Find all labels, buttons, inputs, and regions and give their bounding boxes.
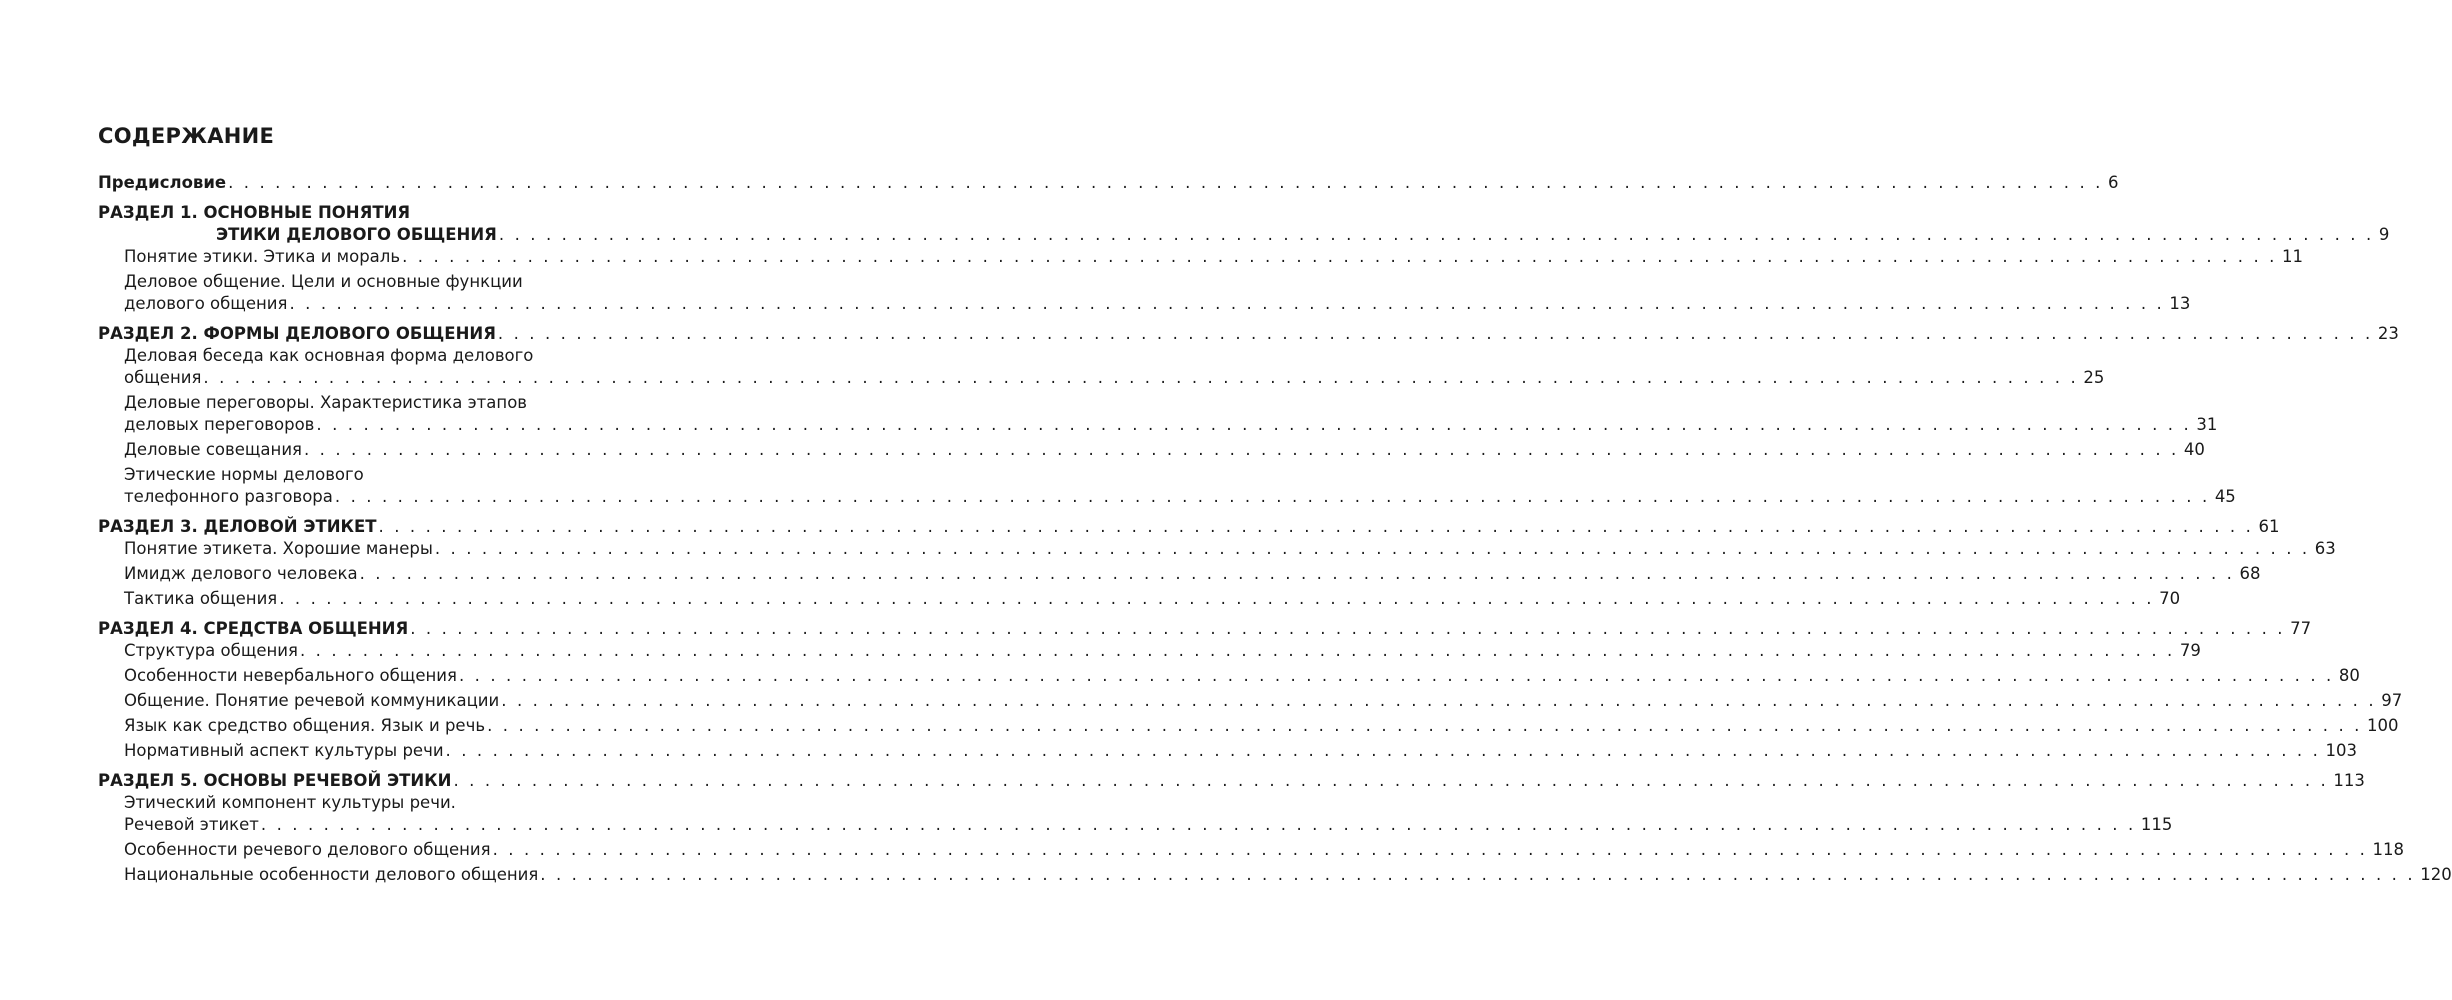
toc-section-entry[interactable] xyxy=(98,323,2399,345)
toc-subentry[interactable] xyxy=(98,690,2403,712)
toc-subentry[interactable] xyxy=(98,246,2303,268)
table-of-contents xyxy=(98,172,2452,886)
dot-leader: . . . . . . . . . . . . . . . . . . . . . . . . . . . . . . . . . . . . . . . . . . . . . . . . . . . . . . . . . . . . . . . . . . . . . . . . . . . . . . . . . . . . . . . . . . . . . . . . . . . . . . . . . . . . . . . . . . . . . . . . xyxy=(279,589,2155,608)
toc-subentry[interactable] xyxy=(98,665,2360,687)
dot-leader: . . . . . . . . . . . . . . . . . . . . . . . . . . . . . . . . . . . . . . . . . . . . . . . . . . . . . . . . . . . . . . . . . . . . . . . . . . . . . . . . . . . . . . . . . . . . . . . . . . . . . . . . . . . . . . . . . . . . . . . . xyxy=(203,368,2079,387)
entry-title-line1: РАЗДЕЛ 1. ОСНОВНЫЕ ПОНЯТИЯ xyxy=(98,203,411,222)
entry-title-line1: Деловая беседа как основная форма делового xyxy=(124,346,534,365)
toc-subentry[interactable] xyxy=(98,392,2218,436)
toc-subentry[interactable] xyxy=(98,715,2399,737)
toc-subentry[interactable] xyxy=(98,464,2236,508)
dot-leader: . . . . . . . . . . . . . . . . . . . . . . . . . . . . . . . . . . . . . . . . . . . . . . . . . . . . . . . . . . . . . . . . . . . . . . . . . . . . . . . . . . . . . . . . . . . . . . . . . . . . . . . . . . . . . . . . . . . . . . . . xyxy=(359,564,2235,583)
entry-title: РАЗДЕЛ 5. ОСНОВЫ РЕЧЕВОЙ ЭТИКИ xyxy=(98,771,452,790)
page-number: 103 xyxy=(2325,741,2357,760)
entry-title: Особенности речевого делового общения xyxy=(124,840,491,859)
dot-leader: . . . . . . . . . . . . . . . . . . . . . . . . . . . . . . . . . . . . . . . . . . . . . . . . . . . . . . . . . . . . . . . . . . . . . . . . . . . . . . . . . . . . . . . . . . . . . . . . . . . . . . . . . . . . . . . . . . . . . . . . xyxy=(303,440,2179,459)
dot-leader: . . . . . . . . . . . . . . . . . . . . . . . . . . . . . . . . . . . . . . . . . . . . . . . . . . . . . . . . . . . . . . . . . . . . . . . . . . . . . . . . . . . . . . . . . . . . . . . . . . . . . . . . . . . . . . . . . . . . . . . . xyxy=(487,716,2362,735)
toc-subentry[interactable] xyxy=(98,538,2336,560)
entry-title-line2: деловых переговоров xyxy=(124,415,315,434)
page-number: 120 xyxy=(2420,865,2452,884)
entry-title: Особенности невербального общения xyxy=(124,666,457,685)
entry-title: Понятие этикета. Хорошие манеры xyxy=(124,539,433,558)
dot-leader: . . . . . . . . . . . . . . . . . . . . . . . . . . . . . . . . . . . . . . . . . . . . . . . . . . . . . . . . . . . . . . . . . . . . . . . . . . . . . . . . . . . . . . . . . . . . . . . . . . . . . . . . . . . . . . . . . . . . . . . . xyxy=(316,415,2192,434)
entry-title-line2: Речевой этикет xyxy=(124,815,259,834)
entry-title: Предисловие xyxy=(98,173,227,192)
dot-leader: . . . . . . . . . . . . . . . . . . . . . . . . . . . . . . . . . . . . . . . . . . . . . . . . . . . . . . . . . . . . . . . . . . . . . . . . . . . . . . . . . . . . . . . . . . . . . . . . . . . . . . . . . . . . . . . . . . . . . . . . xyxy=(498,225,2374,244)
page-number: 45 xyxy=(2214,487,2236,506)
toc-subentry[interactable] xyxy=(98,563,2261,585)
toc-subentry[interactable] xyxy=(98,792,2173,836)
entry-title-line1: Этический компонент культуры речи. xyxy=(124,793,456,812)
page-number: 6 xyxy=(2108,173,2119,192)
page-number: 13 xyxy=(2169,294,2191,313)
toc-subentry[interactable] xyxy=(98,345,2105,389)
dot-leader: . . . . . . . . . . . . . . . . . . . . . . . . . . . . . . . . . . . . . . . . . . . . . . . . . . . . . . . . . . . . . . . . . . . . . . . . . . . . . . . . . . . . . . . . . . . . . . . . . . . . . . . . . . . . . . . . . . . . . . . . xyxy=(445,741,2321,760)
dot-leader: . . . . . . . . . . . . . . . . . . . . . . . . . . . . . . . . . . . . . . . . . . . . . . . . . . . . . . . . . . . . . . . . . . . . . . . . . . . . . . . . . . . . . . . . . . . . . . . . . . . . . . . . . . . . . . . . . . . . . . . . xyxy=(458,666,2334,685)
toc-section-entry[interactable] xyxy=(98,770,2365,792)
dot-leader: . . . . . . . . . . . . . . . . . . . . . . . . . . . . . . . . . . . . . . . . . . . . . . . . . . . . . . . . . . . . . . . . . . . . . . . . . . . . . . . . . . . . . . . . . . . . . . . . . . . . . . . . . . . . . . . . . . . . . . . . xyxy=(492,840,2368,859)
dot-leader: . . . . . . . . . . . . . . . . . . . . . . . . . . . . . . . . . . . . . . . . . . . . . . . . . . . . . . . . . . . . . . . . . . . . . . . . . . . . . . . . . . . . . . . . . . . . . . . . . . . . . . . . . . . . . . . . . . . . . . . . xyxy=(334,487,2210,506)
entry-title-line1: Деловое общение. Цели и основные функции xyxy=(124,272,523,291)
entry-title: РАЗДЕЛ 4. СРЕДСТВА ОБЩЕНИЯ xyxy=(98,619,409,638)
page-number: 61 xyxy=(2258,517,2280,536)
entry-title-line2: ЭТИКИ ДЕЛОВОГО ОБЩЕНИЯ xyxy=(216,225,497,244)
page-number: 68 xyxy=(2239,564,2261,583)
entry-title-line2: телефонного разговора xyxy=(124,487,333,506)
page-number: 113 xyxy=(2333,771,2365,790)
entry-title-line2: делового общения xyxy=(124,294,288,313)
toc-section-entry[interactable] xyxy=(98,202,2390,246)
entry-title: РАЗДЕЛ 2. ФОРМЫ ДЕЛОВОГО ОБЩЕНИЯ xyxy=(98,324,496,343)
page-number: 11 xyxy=(2282,247,2303,266)
entry-title: Национальные особенности делового общения xyxy=(124,865,539,884)
dot-leader: . . . . . . . . . . . . . . . . . . . . . . . . . . . . . . . . . . . . . . . . . . . . . . . . . . . . . . . . . . . . . . . . . . . . . . . . . . . . . . . . . . . . . . . . . . . . . . . . . . . . . . . . . . . . . . . . . . . . . . . . xyxy=(434,539,2310,558)
entry-title: Имидж делового человека xyxy=(124,564,358,583)
toc-subentry[interactable] xyxy=(98,640,2201,662)
page-number: 23 xyxy=(2377,324,2399,343)
toc-subentry[interactable] xyxy=(98,740,2357,762)
entry-title: Понятие этики. Этика и мораль xyxy=(124,247,401,266)
page-number: 97 xyxy=(2381,691,2403,710)
dot-leader: . . . . . . . . . . . . . . . . . . . . . . . . . . . . . . . . . . . . . . . . . . . . . . . . . . . . . . . . . . . . . . . . . . . . . . . . . . . . . . . . . . . . . . . . . . . . . . . . . . . . . . . . . . . . . . . . . . . . . . . . xyxy=(228,173,2104,192)
page-number: 40 xyxy=(2183,440,2205,459)
page-number: 31 xyxy=(2196,415,2218,434)
page-number: 80 xyxy=(2338,666,2360,685)
entry-title: Структура общения xyxy=(124,641,298,660)
toc-subentry[interactable] xyxy=(98,839,2405,861)
toc-section-entry[interactable] xyxy=(98,618,2312,640)
toc-subentry[interactable] xyxy=(98,864,2452,886)
entry-title-line2: общения xyxy=(124,368,202,387)
dot-leader: . . . . . . . . . . . . . . . . . . . . . . . . . . . . . . . . . . . . . . . . . . . . . . . . . . . . . . . . . . . . . . . . . . . . . . . . . . . . . . . . . . . . . . . . . . . . . . . . . . . . . . . . . . . . . . . . . . . . . . . . xyxy=(497,324,2373,343)
page-number: 118 xyxy=(2372,840,2405,859)
toc-section-entry[interactable] xyxy=(98,516,2280,538)
dot-leader: . . . . . . . . . . . . . . . . . . . . . . . . . . . . . . . . . . . . . . . . . . . . . . . . . . . . . . . . . . . . . . . . . . . . . . . . . . . . . . . . . . . . . . . . . . . . . . . . . . . . . . . . . . . . . . . . . . . . . . . . xyxy=(378,517,2254,536)
toc-subentry[interactable] xyxy=(98,271,2191,315)
entry-title: Нормативный аспект культуры речи xyxy=(124,741,444,760)
entry-title: Деловые совещания xyxy=(124,440,302,459)
dot-leader: . . . . . . . . . . . . . . . . . . . . . . . . . . . . . . . . . . . . . . . . . . . . . . . . . . . . . . . . . . . . . . . . . . . . . . . . . . . . . . . . . . . . . . . . . . . . . . . . . . . . . . . . . . . . . . . . . . . . . . . . xyxy=(402,247,2277,266)
entry-title-line1: Этические нормы делового xyxy=(124,465,364,484)
dot-leader: . . . . . . . . . . . . . . . . . . . . . . . . . . . . . . . . . . . . . . . . . . . . . . . . . . . . . . . . . . . . . . . . . . . . . . . . . . . . . . . . . . . . . . . . . . . . . . . . . . . . . . . . . . . . . . . . . . . . . . . . xyxy=(410,619,2286,638)
page-number: 100 xyxy=(2367,716,2399,735)
page-number: 115 xyxy=(2140,815,2173,834)
page-number: 77 xyxy=(2290,619,2312,638)
dot-leader: . . . . . . . . . . . . . . . . . . . . . . . . . . . . . . . . . . . . . . . . . . . . . . . . . . . . . . . . . . . . . . . . . . . . . . . . . . . . . . . . . . . . . . . . . . . . . . . . . . . . . . . . . . . . . . . . . . . . . . . . xyxy=(260,815,2136,834)
entry-title: Язык как средство общения. Язык и речь xyxy=(124,716,486,735)
dot-leader: . . . . . . . . . . . . . . . . . . . . . . . . . . . . . . . . . . . . . . . . . . . . . . . . . . . . . . . . . . . . . . . . . . . . . . . . . . . . . . . . . . . . . . . . . . . . . . . . . . . . . . . . . . . . . . . . . . . . . . . . xyxy=(501,691,2377,710)
entry-title: Общение. Понятие речевой коммуникации xyxy=(124,691,500,710)
toc-subentry[interactable] xyxy=(98,588,2181,610)
dot-leader: . . . . . . . . . . . . . . . . . . . . . . . . . . . . . . . . . . . . . . . . . . . . . . . . . . . . . . . . . . . . . . . . . . . . . . . . . . . . . . . . . . . . . . . . . . . . . . . . . . . . . . . . . . . . . . . . . . . . . . . . xyxy=(453,771,2329,790)
page-number: 79 xyxy=(2179,641,2201,660)
dot-leader: . . . . . . . . . . . . . . . . . . . . . . . . . . . . . . . . . . . . . . . . . . . . . . . . . . . . . . . . . . . . . . . . . . . . . . . . . . . . . . . . . . . . . . . . . . . . . . . . . . . . . . . . . . . . . . . . . . . . . . . . xyxy=(540,865,2416,884)
entry-title: РАЗДЕЛ 3. ДЕЛОВОЙ ЭТИКЕТ xyxy=(98,517,377,536)
entry-title-line1: Деловые переговоры. Характеристика этапов xyxy=(124,393,528,412)
dot-leader: . . . . . . . . . . . . . . . . . . . . . . . . . . . . . . . . . . . . . . . . . . . . . . . . . . . . . . . . . . . . . . . . . . . . . . . . . . . . . . . . . . . . . . . . . . . . . . . . . . . . . . . . . . . . . . . . . . . . . . . . xyxy=(289,294,2165,313)
toc-entry-preface[interactable] xyxy=(98,172,2119,194)
page-number: 25 xyxy=(2083,368,2105,387)
page-number: 9 xyxy=(2378,225,2390,244)
page-title: СОДЕРЖАНИЕ xyxy=(98,124,275,148)
page-number: 70 xyxy=(2159,589,2181,608)
dot-leader: . . . . . . . . . . . . . . . . . . . . . . . . . . . . . . . . . . . . . . . . . . . . . . . . . . . . . . . . . . . . . . . . . . . . . . . . . . . . . . . . . . . . . . . . . . . . . . . . . . . . . . . . . . . . . . . . . . . . . . . . xyxy=(299,641,2175,660)
entry-title: Тактика общения xyxy=(124,589,278,608)
toc-subentry[interactable] xyxy=(98,439,2205,461)
page-number: 63 xyxy=(2314,539,2336,558)
